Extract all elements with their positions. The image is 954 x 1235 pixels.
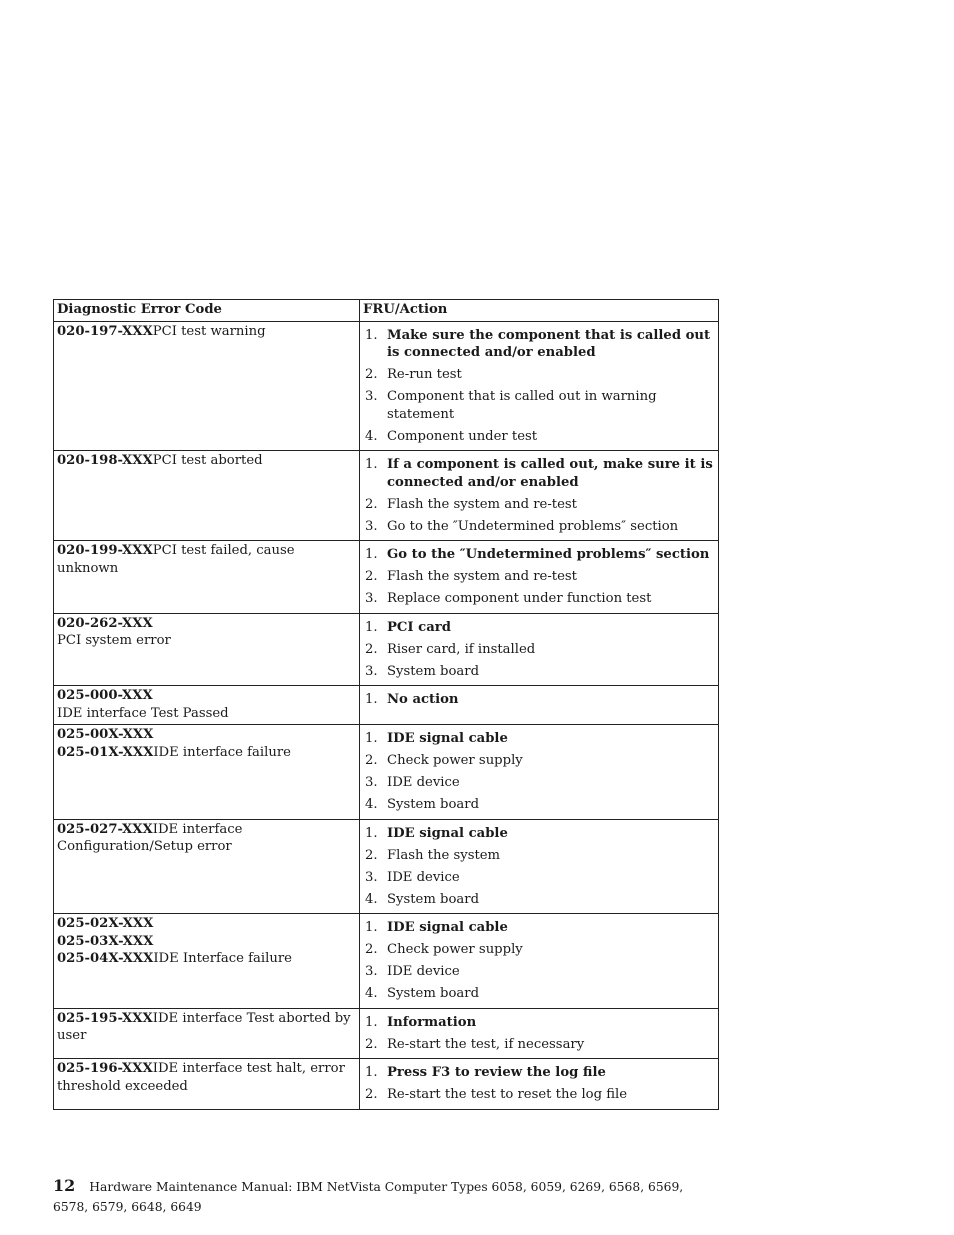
error-code-line	[57, 1010, 356, 1045]
action-number: 2.	[365, 847, 378, 863]
action-number: 4.	[365, 986, 378, 1001]
action-list	[363, 1060, 715, 1107]
action-item	[363, 366, 715, 384]
table-row	[54, 914, 719, 1009]
error-code-cell	[54, 613, 360, 686]
error-code-cell	[54, 725, 360, 820]
action-item	[363, 963, 715, 981]
fru-action-cell	[360, 819, 719, 914]
action-text: No action	[387, 692, 459, 707]
page-footer	[53, 1176, 721, 1217]
error-code-line	[57, 323, 356, 341]
action-list	[363, 615, 715, 684]
action-text: Re-run test	[387, 367, 462, 382]
error-description: IDE interface Test aborted by user	[57, 1010, 351, 1043]
action-number: 4.	[365, 891, 378, 907]
table-body	[54, 321, 719, 1109]
error-code-cell	[54, 1008, 360, 1059]
error-code: 025-000-XXX	[57, 688, 153, 703]
fru-action-cell	[360, 686, 719, 725]
error-description: IDE Interface failure	[153, 951, 292, 966]
action-text: System board	[387, 663, 480, 679]
fru-action-cell	[360, 725, 719, 820]
action-number: 4.	[365, 797, 378, 812]
action-number: 2.	[365, 367, 378, 382]
table-row	[54, 541, 719, 614]
action-text: System board	[387, 797, 480, 812]
action-text: System board	[387, 986, 480, 1001]
action-number: 2.	[365, 1036, 378, 1052]
action-item	[363, 641, 715, 659]
error-code: 025-027-XXX	[57, 821, 153, 837]
action-text: Make sure the component that is called out is connected and/or enabled	[387, 327, 711, 360]
error-code-line	[57, 542, 356, 577]
action-item	[363, 388, 715, 423]
action-number: 2.	[365, 569, 378, 584]
error-code-line	[57, 1060, 356, 1095]
action-item	[363, 774, 715, 792]
action-text: Information	[387, 1014, 477, 1030]
table-header-row	[54, 300, 719, 322]
action-text: Check power supply	[387, 753, 523, 768]
action-number: 1.	[365, 1065, 378, 1080]
action-list	[363, 915, 715, 1006]
diagnostic-error-table	[53, 299, 719, 1110]
action-text: IDE device	[387, 964, 460, 979]
action-item	[363, 496, 715, 514]
error-code: 025-02X-XXX	[57, 916, 154, 931]
action-item	[363, 691, 715, 709]
action-item	[363, 825, 715, 843]
action-text: Flash the system and re-test	[387, 496, 577, 512]
error-description: IDE interface test halt, error threshold exceeded	[57, 1061, 345, 1094]
action-number: 2.	[365, 1087, 378, 1102]
action-text: Press F3 to review the log file	[387, 1065, 606, 1080]
error-description: PCI test failed, cause unknown	[57, 543, 295, 576]
fru-action-cell	[360, 451, 719, 541]
action-item	[363, 327, 715, 362]
action-text: IDE signal cable	[387, 825, 508, 841]
error-code: 020-197-XXX	[57, 323, 153, 339]
error-description: PCI test warning	[152, 323, 266, 339]
table-row	[54, 613, 719, 686]
error-code: 025-03X-XXX	[57, 933, 154, 949]
action-item	[363, 590, 715, 608]
error-code: 025-00X-XXX	[57, 727, 154, 742]
action-text: Re-start the test, if necessary	[387, 1036, 585, 1052]
fru-action-cell	[360, 914, 719, 1009]
action-text: Flash the system and re-test	[387, 569, 577, 584]
error-code-cell	[54, 914, 360, 1009]
action-list	[363, 323, 715, 449]
action-number: 1.	[365, 547, 378, 562]
action-text: PCI card	[387, 619, 451, 635]
footer-text: Hardware Maintenance Manual: IBM NetVista Computer Types 6058, 6059, 6269, 6568, 6569, 6578, 6579, 6648, 6649	[53, 1180, 684, 1214]
action-text: Go to the ″Undetermined problems″ section	[387, 547, 710, 562]
error-code: 020-262-XXX	[57, 615, 153, 631]
error-description: IDE interface Configuration/Setup error	[57, 821, 243, 854]
action-number: 3.	[365, 389, 378, 404]
error-code-line	[57, 705, 356, 723]
action-text: Go to the ″Undetermined problems″ section	[387, 518, 679, 534]
action-item	[363, 568, 715, 586]
error-description: IDE interface Test Passed	[57, 705, 229, 721]
error-code-cell	[54, 819, 360, 914]
action-text: IDE signal cable	[387, 920, 508, 935]
error-code: 025-01X-XXX	[57, 744, 154, 760]
action-item	[363, 847, 715, 865]
action-list	[363, 452, 715, 538]
error-code-line	[57, 726, 356, 744]
action-number: 1.	[365, 920, 378, 935]
error-code-cell	[54, 1059, 360, 1110]
action-item	[363, 1036, 715, 1054]
action-number: 3.	[365, 775, 378, 790]
action-list	[363, 726, 715, 817]
table-row	[54, 451, 719, 541]
action-list	[363, 821, 715, 912]
action-item	[363, 752, 715, 770]
action-number: 3.	[365, 591, 378, 606]
error-code: 025-04X-XXX	[57, 951, 154, 966]
action-text: Check power supply	[387, 942, 523, 957]
table-row	[54, 686, 719, 725]
action-number: 1.	[365, 1014, 378, 1030]
error-code: 025-195-XXX	[57, 1010, 153, 1026]
action-number: 1.	[365, 692, 378, 707]
action-text: Re-start the test to reset the log file	[387, 1087, 628, 1102]
action-text: If a component is called out, make sure it is connected and/or enabled	[387, 457, 713, 490]
error-description: IDE interface failure	[153, 744, 291, 760]
error-code-line	[57, 632, 356, 650]
action-text: IDE device	[387, 869, 460, 885]
error-code-cell	[54, 541, 360, 614]
table-row	[54, 725, 719, 820]
action-number: 3.	[365, 663, 378, 679]
header-fru-action: FRU/Action	[360, 300, 719, 322]
action-text: Component under test	[387, 428, 538, 444]
action-number: 1.	[365, 327, 378, 343]
table-row	[54, 321, 719, 451]
action-number: 2.	[365, 753, 378, 768]
action-item	[363, 869, 715, 887]
error-description: PCI system error	[57, 633, 171, 648]
action-list	[363, 1010, 715, 1057]
action-item	[363, 941, 715, 959]
header-diagnostic-error-code: Diagnostic Error Code	[54, 300, 360, 322]
action-text: Component that is called out in warning statement	[387, 389, 657, 422]
action-text: IDE device	[387, 775, 460, 790]
action-item	[363, 730, 715, 748]
action-item	[363, 1014, 715, 1032]
action-number: 3.	[365, 964, 378, 979]
action-item	[363, 1064, 715, 1082]
action-item	[363, 891, 715, 909]
fru-action-cell	[360, 321, 719, 451]
action-item	[363, 546, 715, 564]
action-number: 2.	[365, 496, 378, 512]
action-number: 1.	[365, 825, 378, 841]
action-item	[363, 919, 715, 937]
action-number: 3.	[365, 518, 378, 534]
action-item	[363, 663, 715, 681]
error-code-cell	[54, 321, 360, 451]
action-number: 2.	[365, 942, 378, 957]
action-text: IDE signal cable	[387, 731, 508, 746]
action-number: 2.	[365, 641, 378, 657]
action-item	[363, 428, 715, 446]
action-item	[363, 1086, 715, 1104]
action-text: System board	[387, 891, 480, 907]
fru-action-cell	[360, 1059, 719, 1110]
error-code-line	[57, 933, 356, 951]
error-description: PCI test aborted	[152, 453, 263, 468]
action-text: Flash the system	[387, 847, 501, 863]
error-code-line	[57, 744, 356, 762]
error-code-line	[57, 915, 356, 933]
action-list	[363, 687, 715, 712]
fru-action-cell	[360, 541, 719, 614]
error-code-line	[57, 452, 356, 470]
action-text: Riser card, if installed	[387, 641, 536, 657]
page-number: 12	[53, 1176, 76, 1195]
fru-action-cell	[360, 613, 719, 686]
action-number: 1.	[365, 619, 378, 635]
table-row	[54, 1059, 719, 1110]
table-row	[54, 1008, 719, 1059]
action-number: 3.	[365, 869, 378, 885]
table-row	[54, 819, 719, 914]
action-item	[363, 796, 715, 814]
action-item	[363, 518, 715, 536]
action-item	[363, 619, 715, 637]
error-code-line	[57, 687, 356, 705]
error-code-cell	[54, 686, 360, 725]
action-item	[363, 456, 715, 491]
action-item	[363, 985, 715, 1003]
action-number: 4.	[365, 428, 378, 444]
action-text: Replace component under function test	[387, 591, 652, 606]
action-number: 1.	[365, 457, 378, 472]
error-code: 020-198-XXX	[57, 453, 153, 468]
action-number: 1.	[365, 731, 378, 746]
error-code-line	[57, 950, 356, 968]
error-code-line	[57, 821, 356, 856]
action-list	[363, 542, 715, 611]
error-code-line	[57, 615, 356, 633]
error-code: 020-199-XXX	[57, 543, 153, 558]
error-code: 025-196-XXX	[57, 1061, 153, 1076]
error-code-cell	[54, 451, 360, 541]
fru-action-cell	[360, 1008, 719, 1059]
